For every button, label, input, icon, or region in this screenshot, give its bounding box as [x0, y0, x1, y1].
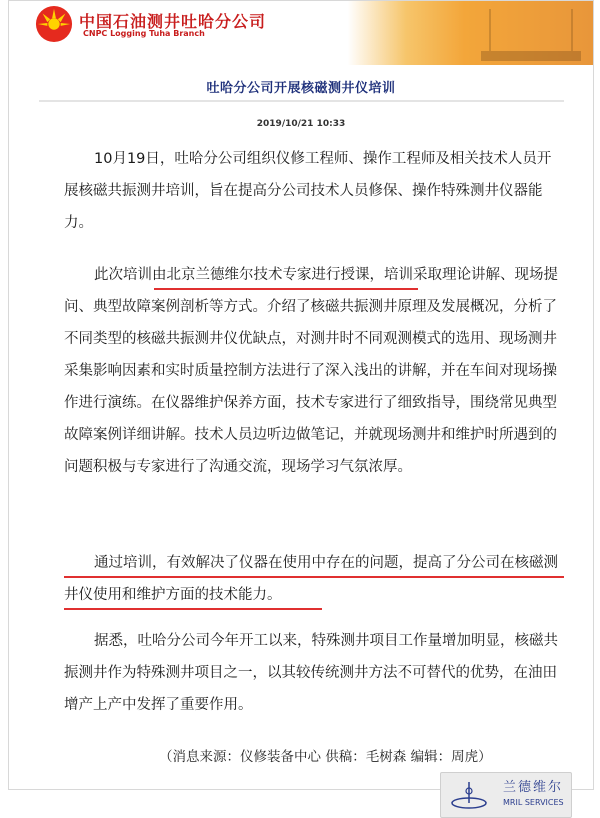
company-name-en: CNPC Logging Tuha Branch — [83, 29, 205, 38]
article-title: 吐哈分公司开展核磁测井仪培训 — [206, 81, 396, 96]
company-name-cn: 中国石油测井吐哈分公司 — [79, 12, 267, 31]
paragraph-4 — [64, 625, 564, 721]
paragraph-2-text: 此次培训由北京兰德维尔技术专家进行授课，培训采取理论讲解、现场提问、典型故障案例剖析等方式。介绍了核磁共振测井原理及发展概况，分析了不同类型的核磁共振测井仪优缺点，对测井时不同观测模式的选用、现场测井采集影响因素和实时质量控制方法进行了深入浅出的讲解，并在车间对现场操作进行演练。在仪器维护保养方面，技术专家进行了细致指导，围绕常见典型故障案例详细讲解。技术人员边听边做笔记，并就现场测井和维护时所遇到的问题积极与专家进行了沟通交流，现场学习气氛浓厚。 — [64, 267, 558, 475]
article-source: （消息来源：仪修装备中心 供稿：毛树森 编辑：周虎） — [159, 749, 492, 765]
highlight-underline-1 — [154, 288, 418, 290]
paragraph-2 — [64, 259, 564, 483]
paragraph-3 — [64, 547, 564, 611]
paragraph-4-text: 据悉，吐哈分公司今年开工以来，特殊测井项目工作量增加明显，核磁共振测井作为特殊测井项目之一，以其较传统测井方法不可替代的优势，在油田增产上产中发挥了重要作用。 — [64, 633, 558, 713]
watermark-cn: 兰德维尔 — [503, 780, 564, 795]
mril-watermark — [440, 772, 572, 818]
paragraph-1-text: 10月19日，吐哈分公司组织仪修工程师、操作工程师及相关技术人员开展核磁共振测井培训，旨在提高分公司技术人员修保、操作特殊测井仪器能力。 — [64, 151, 552, 231]
cnpc-logo-icon — [35, 5, 73, 43]
publish-date: 2019/10/21 10:33 — [256, 119, 346, 129]
header-banner — [9, 1, 593, 65]
drilling-rig-image — [489, 9, 573, 61]
highlight-underline-3 — [64, 608, 322, 610]
highlight-underline-2 — [64, 576, 564, 578]
watermark-en: MRIL SERVICES — [503, 798, 564, 807]
mril-logo-icon — [449, 779, 489, 811]
title-divider — [39, 100, 564, 102]
paragraph-3-text: 通过培训，有效解决了仪器在使用中存在的问题，提高了分公司在核磁测井仪使用和维护方面的技术能力。 — [64, 555, 558, 603]
article-page — [8, 0, 594, 790]
paragraph-1 — [64, 143, 564, 239]
